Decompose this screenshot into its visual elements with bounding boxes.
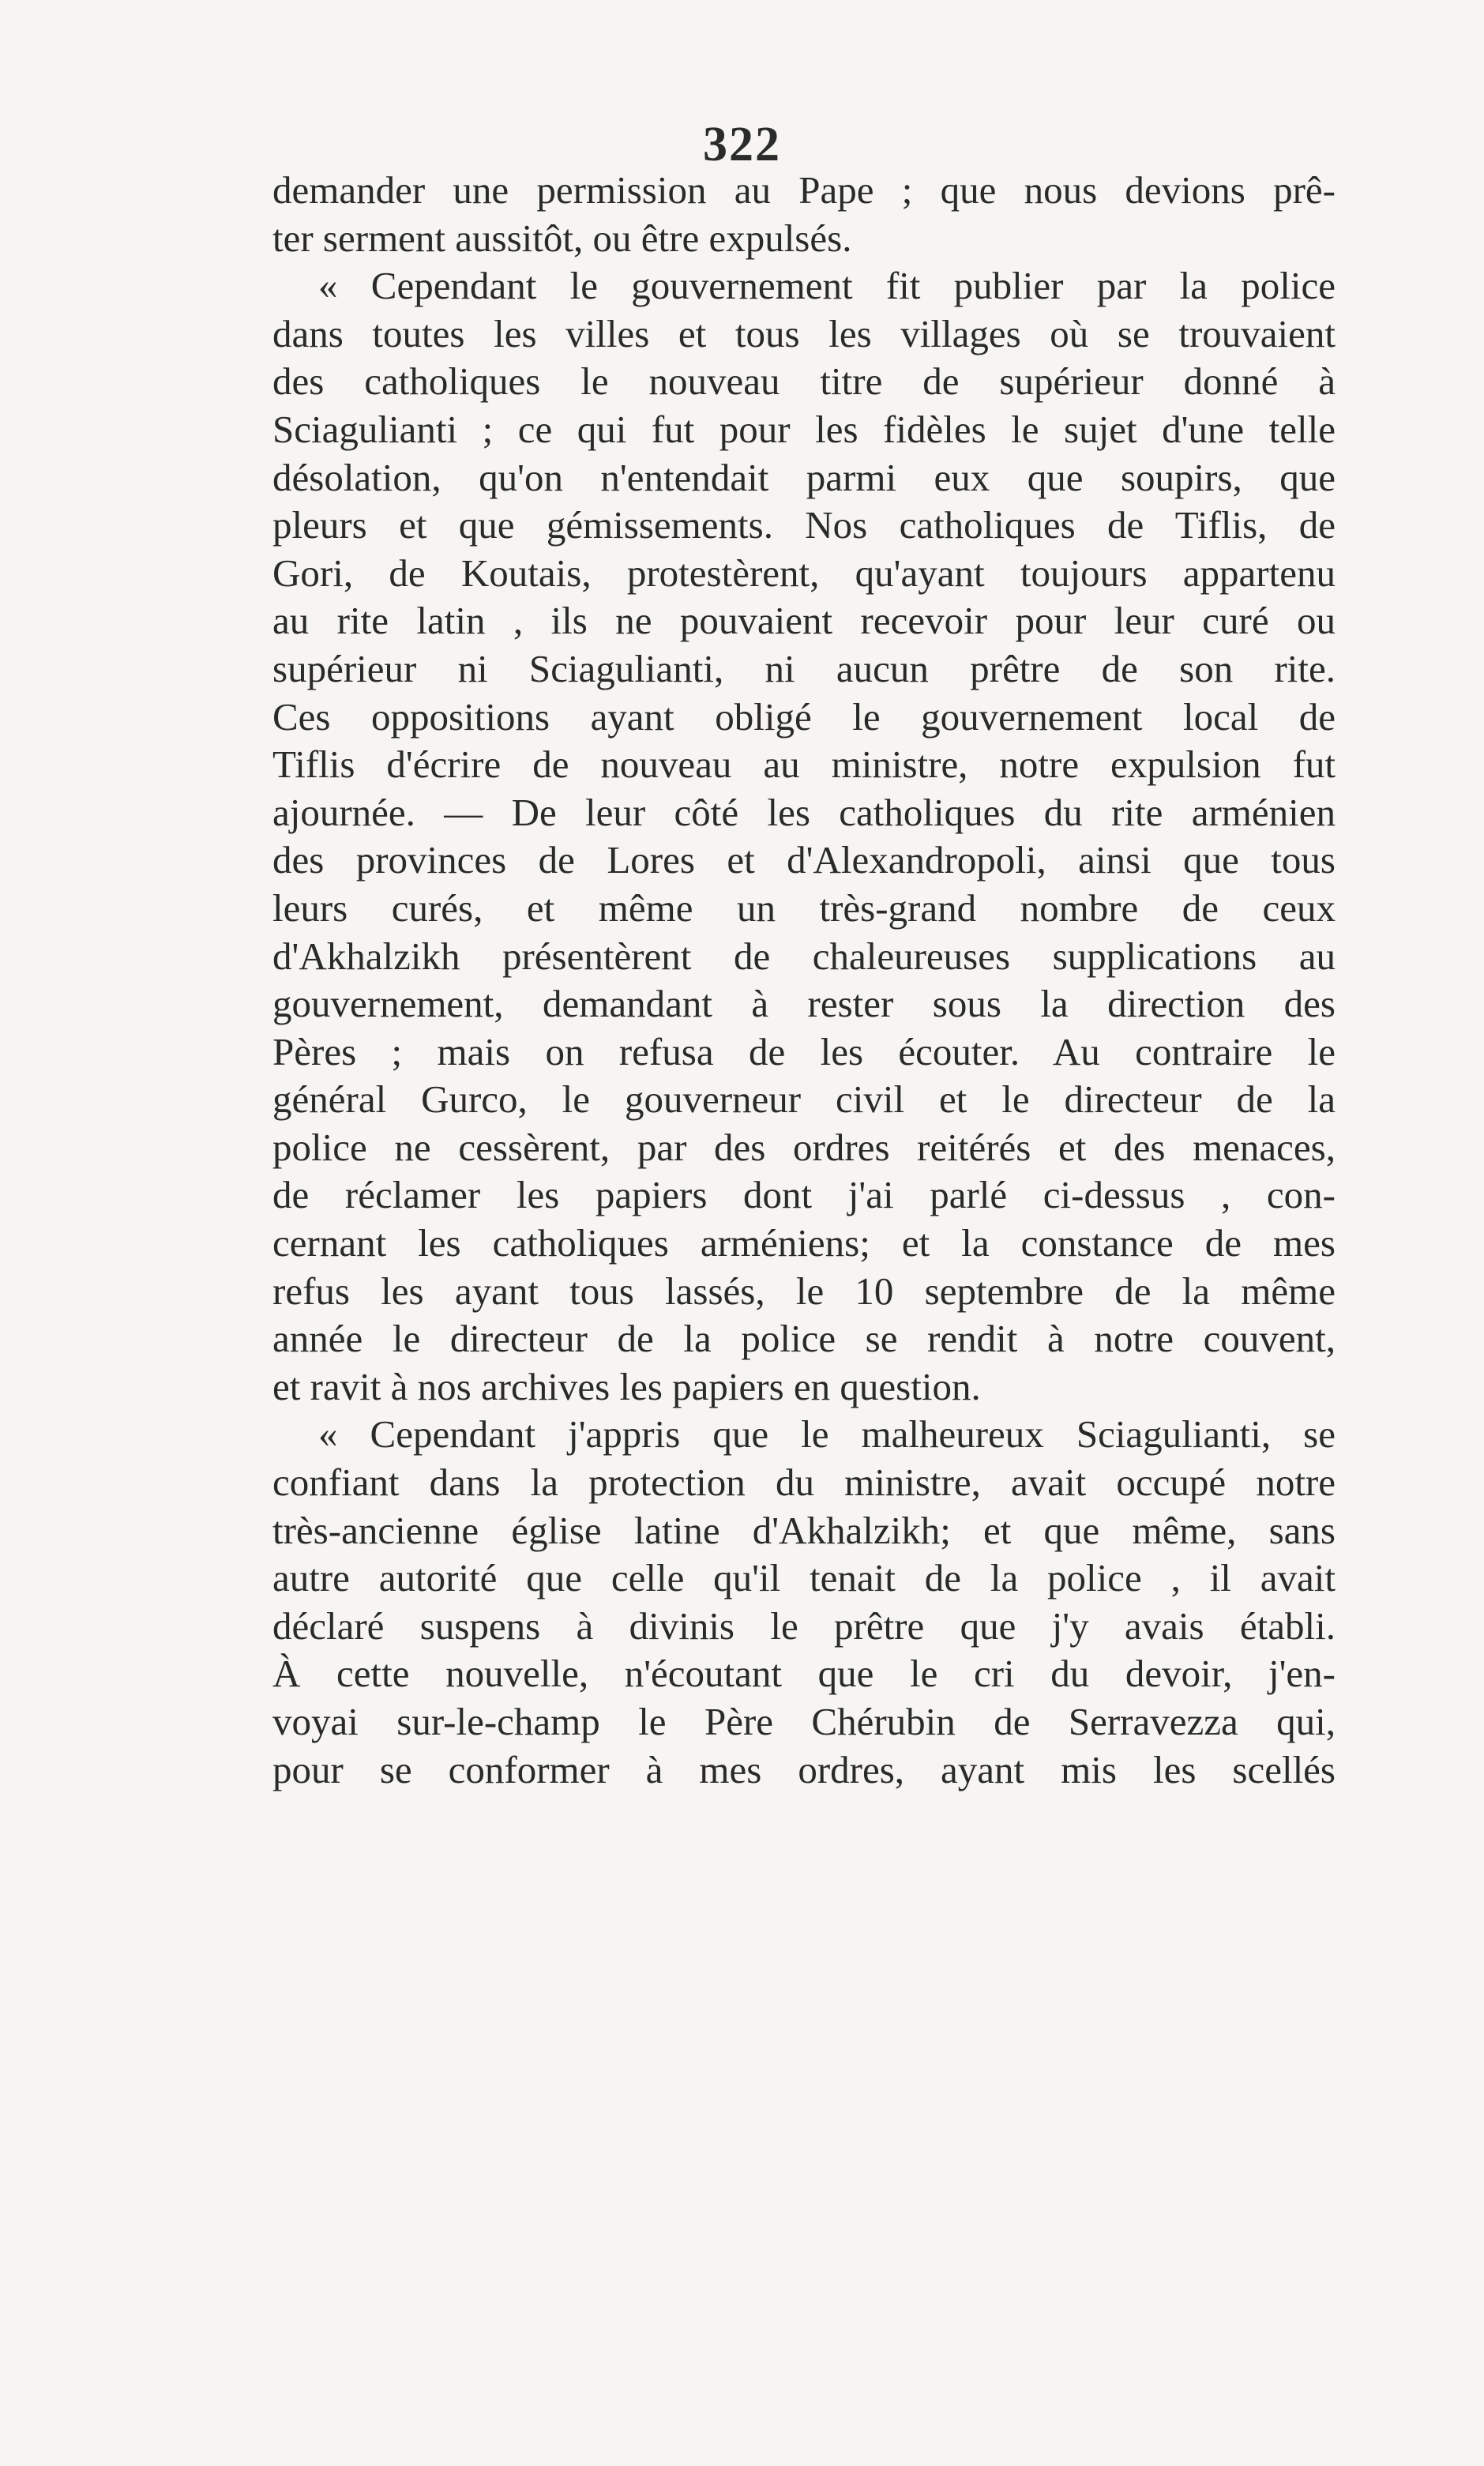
text-line: voyai sur-le-champ le Père Chérubin de Serravezza qui, <box>272 1700 1336 1743</box>
text-line: ajournée. — De leur côté les catholiques du rite arménien <box>272 790 1336 834</box>
text-line: déclaré suspens à divinis le prêtre que j'y avais établi. <box>272 1603 1336 1648</box>
text-line: ter serment aussitôt, ou être expulsés. <box>272 216 852 260</box>
text-line: confiant dans la protection du ministre, avait occupé notre <box>272 1460 1336 1505</box>
text-line: supérieur ni Sciagulianti, ni aucun prêtre de son rite. <box>272 646 1336 690</box>
text-line: Tiflis d'écrire de nouveau au ministre, notre expulsion fut <box>272 742 1336 787</box>
text-line: « Cependant le gouvernement fit publier par la police <box>318 264 1336 308</box>
text-line: et ravit à nos archives les papiers en question. <box>272 1364 981 1408</box>
text-line: très-ancienne église latine d'Akhalzikh; et que même, sans <box>272 1508 1336 1552</box>
text-line: Sciagulianti ; ce qui fut pour les fidèles le sujet d'une telle <box>272 407 1336 451</box>
text-line: « Cependant j'appris que le malheureux Sciagulianti, se <box>318 1412 1336 1457</box>
text-line: refus les ayant tous lassés, le 10 septembre de la même <box>272 1269 1336 1313</box>
text-line: autre autorité que celle qu'il tenait de la police , il avait <box>272 1556 1336 1600</box>
text-line: À cette nouvelle, n'écoutant que le cri du devoir, j'en- <box>272 1652 1336 1696</box>
text-line: Pères ; mais on refusa de les écouter. Au contraire le <box>272 1029 1336 1073</box>
text-line: pour se conformer à mes ordres, ayant mis les scellés <box>272 1747 1336 1791</box>
text-line: des catholiques le nouveau titre de supérieur donné à <box>272 359 1336 404</box>
text-line: général Gurco, le gouverneur civil et le directeur de la <box>272 1077 1336 1122</box>
text-line: de réclamer les papiers dont j'ai parlé ci-dessus , con- <box>272 1173 1336 1217</box>
text-line: d'Akhalzikh présentèrent de chaleureuses supplications au <box>272 934 1336 978</box>
page-number: 322 <box>703 118 781 171</box>
text-line: dans toutes les villes et tous les villages où se trouvaient <box>272 311 1336 355</box>
text-line: Ces oppositions ayant obligé le gouvernement local de <box>272 694 1336 739</box>
text-line: gouvernement, demandant à rester sous la direction des <box>272 982 1336 1026</box>
text-line: Gori, de Koutais, protestèrent, qu'ayant toujours appartenu <box>272 551 1336 595</box>
text-line: police ne cessèrent, par des ordres reitérés et des menaces, <box>272 1125 1336 1169</box>
text-line: cernant les catholiques arméniens; et la constance de mes <box>272 1221 1336 1265</box>
text-line: année le directeur de la police se rendit à notre couvent, <box>272 1317 1336 1361</box>
text-line: des provinces de Lores et d'Alexandropoli, ainsi que tous <box>272 838 1336 882</box>
body-text <box>272 167 1336 1794</box>
text-line: au rite latin , ils ne pouvaient recevoir pour leur curé ou <box>272 599 1336 643</box>
text-line: leurs curés, et même un très-grand nombre de ceux <box>272 885 1336 930</box>
text-line: désolation, qu'on n'entendait parmi eux que soupirs, que <box>272 455 1336 499</box>
text-line: demander une permission au Pape ; que nous devions prê- <box>272 168 1336 212</box>
text-line: pleurs et que gémissements. Nos catholiques de Tiflis, de <box>272 503 1336 547</box>
